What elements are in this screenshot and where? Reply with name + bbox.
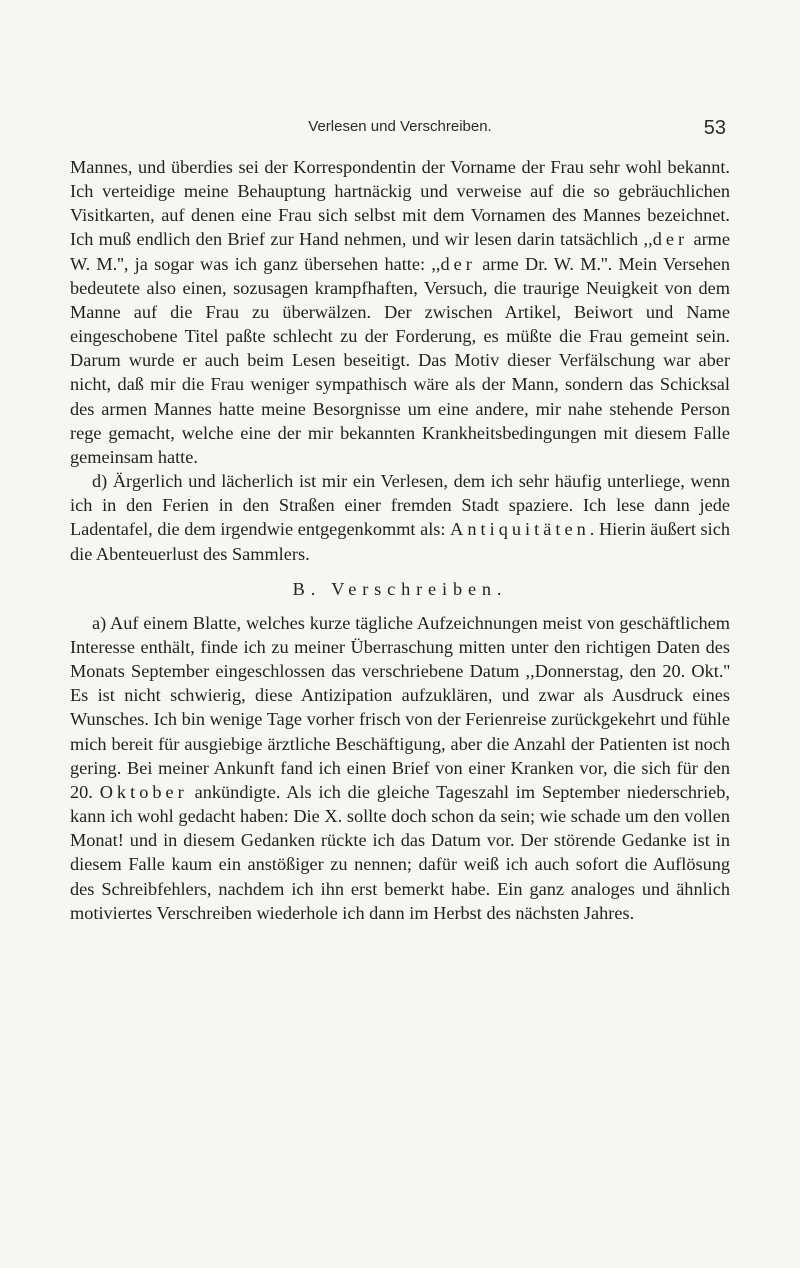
text-run: ankündigte. Als ich die gleiche Tageszahl im September niederschrieb, kann ich wohl gedacht haben: Die X. sollte doch schon da sein; wie schade um den vollen Monat! und in diesem Gedanken rückte ich das Datum vor. Der störende Gedanke ist in diesem Falle kaum ein anstößiger zu nennen; dafür weiß ich auch sofort die Auflösung des Schreibfehlers, nachdem ich ihn erst bemerkt habe. Ein ganz analoges und ähnlich motiviertes Verschreiben wiederhole ich dann im Herbst des nächsten Jahres. — [70, 781, 731, 923]
paragraph-continuation — [70, 155, 730, 469]
running-header-title: Verlesen und Verschreiben. — [308, 118, 492, 135]
body-text — [70, 155, 730, 925]
spaced-emphasis: der — [652, 229, 689, 250]
text-run: d) Ärgerlich und lächerlich ist mir ein Verlesen, dem ich sehr häufig unterliege, wenn ich in den Ferien in den Straßen einer fremden Stadt spaziere. Ich lese dann jede Ladentafel, die dem irgendwie entgegenkommt als: — [70, 471, 730, 540]
section-heading: B. Verschreiben. — [292, 578, 508, 599]
text-run: arme W. M.'', ja sogar was ich ganz übersehen hatte: ,, — [70, 229, 730, 274]
text-run: a) Auf einem Blatte, welches kurze tägliche Aufzeichnungen meist von geschäftlichem Interesse enthält, finde ich zu meiner Überraschung mitten unter den richtigen Daten des Monats September eingeschlossen das verschriebene Datum ,,Donnerstag, den 20. Okt.'' Es ist nicht schwierig, diese Antizipation aufzuklären, und zwar als Ausdruck eines Wunsches. Ich bin wenige Tage vorher frisch von der Ferienreise zurückgekehrt und fühle mich bereit für ausgiebige ärztliche Beschäftigung, aber die Anzahl der Patienten ist noch gering. Bei meiner Ankunft fand ich einen Brief von einer Kranken vor, die sich für den 20. — [70, 612, 730, 802]
spaced-emphasis: Oktober — [99, 781, 188, 802]
spaced-emphasis: Antiquitäten — [450, 519, 590, 540]
text-run: . Hierin äußert sich die Abenteuerlust des Sammlers. — [70, 519, 731, 564]
text-run: arme Dr. W. M.''. Mein Versehen bedeutete also einen, sozusagen krampfhaften, Versuch, die traurige Neuigkeit von dem Manne auf die Frau zu überwälzen. Der zwischen Artikel, Beiwort und Name eingeschobene Titel paßte schlecht zu der Forderung, es müßte die Frau gemeint sein. Darum wurde er auch beim Lesen beseitigt. Das Motiv dieser Verfälschung war aber nicht, daß mir die Frau weniger sympathisch wäre als der Mann, sondern das Schicksal des armen Mannes hatte meine Besorgnisse um eine andere, mir nahe stehende Person rege gemacht, welche eine der mir bekannten Krankheitsbedingungen mit diesem Falle gemeinsam hatte. — [70, 253, 730, 467]
text-run: Mannes, und überdies sei der Korrespondentin der Vorname der Frau sehr wohl bekannt. Ich verteidige meine Behauptung hartnäckig und verweise auf die so gebräuchlichen Visitkarten, auf denen eine Frau sich selbst mit dem Vornamen des Mannes bezeichnet. Ich muß endlich den Brief zur Hand nehmen, und wir lesen darin tatsächlich ,, — [70, 157, 730, 250]
page-number: 53 — [703, 117, 726, 139]
running-header — [70, 118, 730, 144]
paragraph-a — [70, 611, 730, 925]
paragraph-d — [70, 469, 730, 566]
spaced-emphasis: der — [440, 253, 476, 274]
